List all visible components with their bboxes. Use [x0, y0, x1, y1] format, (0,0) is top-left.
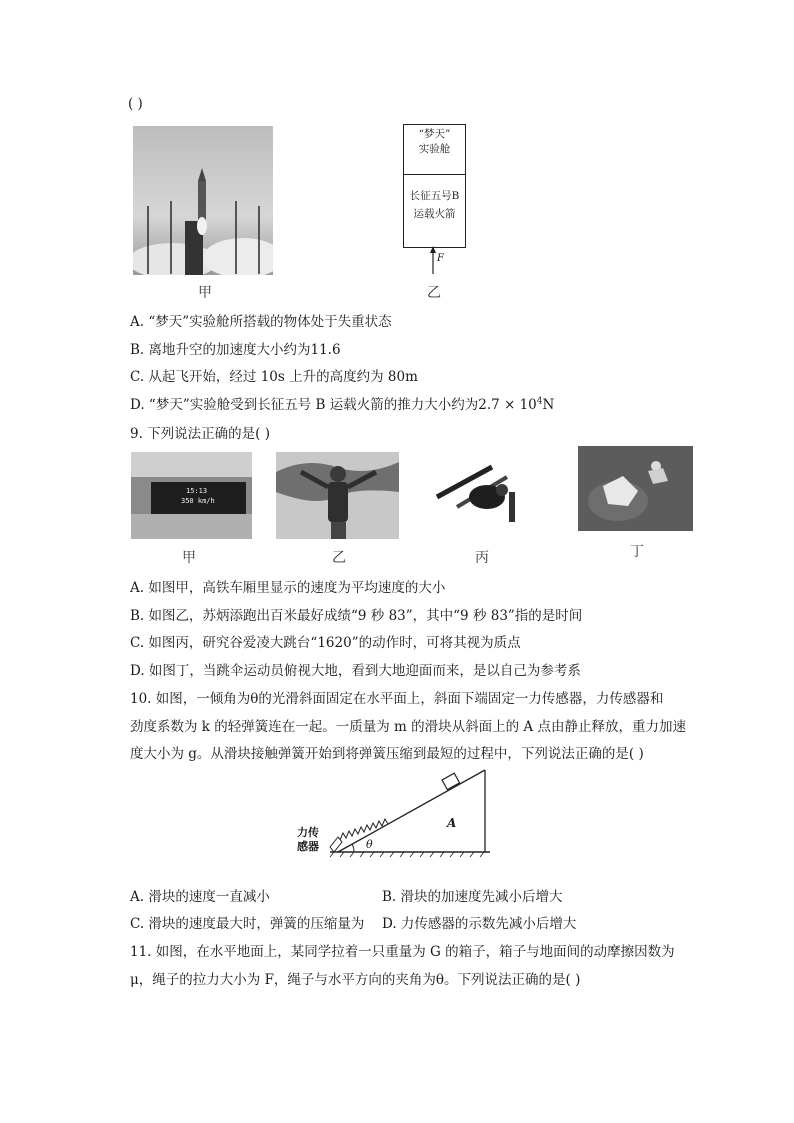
sprinter-photo	[276, 452, 399, 539]
q9-option-d: D. 如图丁，当跳伞运动员俯视大地，看到大地迎面而来，是以自己为参考系	[130, 663, 581, 679]
skydiver-photo	[578, 446, 693, 531]
q8-option-d-text: D. “梦天”实验舱受到长征五号 B 运载火箭的推力大小约为2.7 × 10	[130, 397, 537, 413]
q10-option-c: C. 滑块的速度最大时，弹簧的压缩量为	[130, 916, 365, 932]
q9-option-c: C. 如图丙，研究谷爱凌大跳台“1620”的动作时，可将其视为质点	[130, 635, 521, 651]
skier-photo	[427, 452, 527, 539]
q9-caption-jia: 甲	[182, 550, 196, 566]
q10-option-b: B. 滑块的加速度先减小后增大	[382, 889, 563, 905]
sensor-label-line1: 力传	[297, 826, 319, 839]
q9-option-a: A. 如图甲，高铁车厢里显示的速度为平均速度的大小	[130, 580, 446, 596]
capsule-label-2: 实验舱	[418, 143, 451, 155]
q10-option-a: A. 滑块的速度一直减小	[130, 889, 270, 905]
train-display-speed: 350 km/h	[181, 497, 215, 505]
q8-option-b: B. 离地升空的加速度大小约为11.6	[130, 342, 341, 358]
train-display-time: 15:13	[186, 487, 208, 495]
rocket-label-1: 长征五号B	[409, 190, 460, 202]
q9-caption-yi: 乙	[332, 550, 346, 566]
rocket-launch-photo	[133, 126, 273, 275]
q10-stem-line1: 10. 如图，一倾角为θ的光滑斜面固定在水平面上，斜面下端固定一力传感器，力传感器和	[130, 691, 664, 707]
train-speed-photo	[131, 452, 252, 539]
q11-stem-line1: 11. 如图，在水平地面上，某同学拉着一只重量为 G 的箱子，箱子与地面间的动摩擦因数为	[130, 944, 675, 960]
incline-spring-diagram	[290, 762, 500, 862]
figure-label-yi: 乙	[427, 285, 441, 301]
q8-option-c: C. 从起飞开始，经过 10s 上升的高度约为 80m	[130, 369, 418, 385]
q10-option-d: D. 力传感器的示数先减小后增大	[382, 916, 577, 932]
rocket-launch-image	[133, 126, 273, 275]
q9-caption-ding: 丁	[630, 544, 644, 560]
sensor-label-line2: 感器	[297, 840, 319, 853]
point-a-label: A	[447, 816, 457, 830]
q9-option-b: B. 如图乙，苏炳添跑出百米最好成绩“9 秒 83”，其中“9 秒 83”指的是时间	[130, 608, 583, 624]
capsule-label-1: “梦天”	[418, 128, 451, 140]
q9-caption-bing: 丙	[475, 550, 489, 566]
sensor-label	[297, 826, 319, 854]
q8-option-d	[130, 393, 554, 413]
answer-paren: ( )	[128, 96, 143, 112]
figure-label-jia: 甲	[198, 285, 212, 301]
angle-theta-label: θ	[366, 838, 373, 851]
rocket-force-diagram	[403, 124, 466, 248]
q8-option-a: A. “梦天”实验舱所搭载的物体处于失重状态	[130, 314, 392, 330]
q11-stem-line2: μ，绳子的拉力大小为 F，绳子与水平方向的夹角为θ。下列说法正确的是( )	[130, 972, 581, 988]
rocket-label-2: 运载火箭	[413, 208, 456, 220]
q9-stem: 9. 下列说法正确的是( )	[130, 426, 270, 442]
q10-stem-line2: 劲度系数为 k 的轻弹簧连在一起。一质量为 m 的滑块从斜面上的 A 点由静止释放，重力加速	[130, 719, 686, 735]
q10-stem-line3: 度大小为 g。从滑块接触弹簧开始到将弹簧压缩到最短的过程中，下列说法正确的是( )	[130, 746, 644, 762]
q8-option-d-unit: N	[542, 397, 555, 413]
q8-option-d-exponent: 4	[536, 396, 543, 407]
force-label: F	[437, 253, 444, 264]
